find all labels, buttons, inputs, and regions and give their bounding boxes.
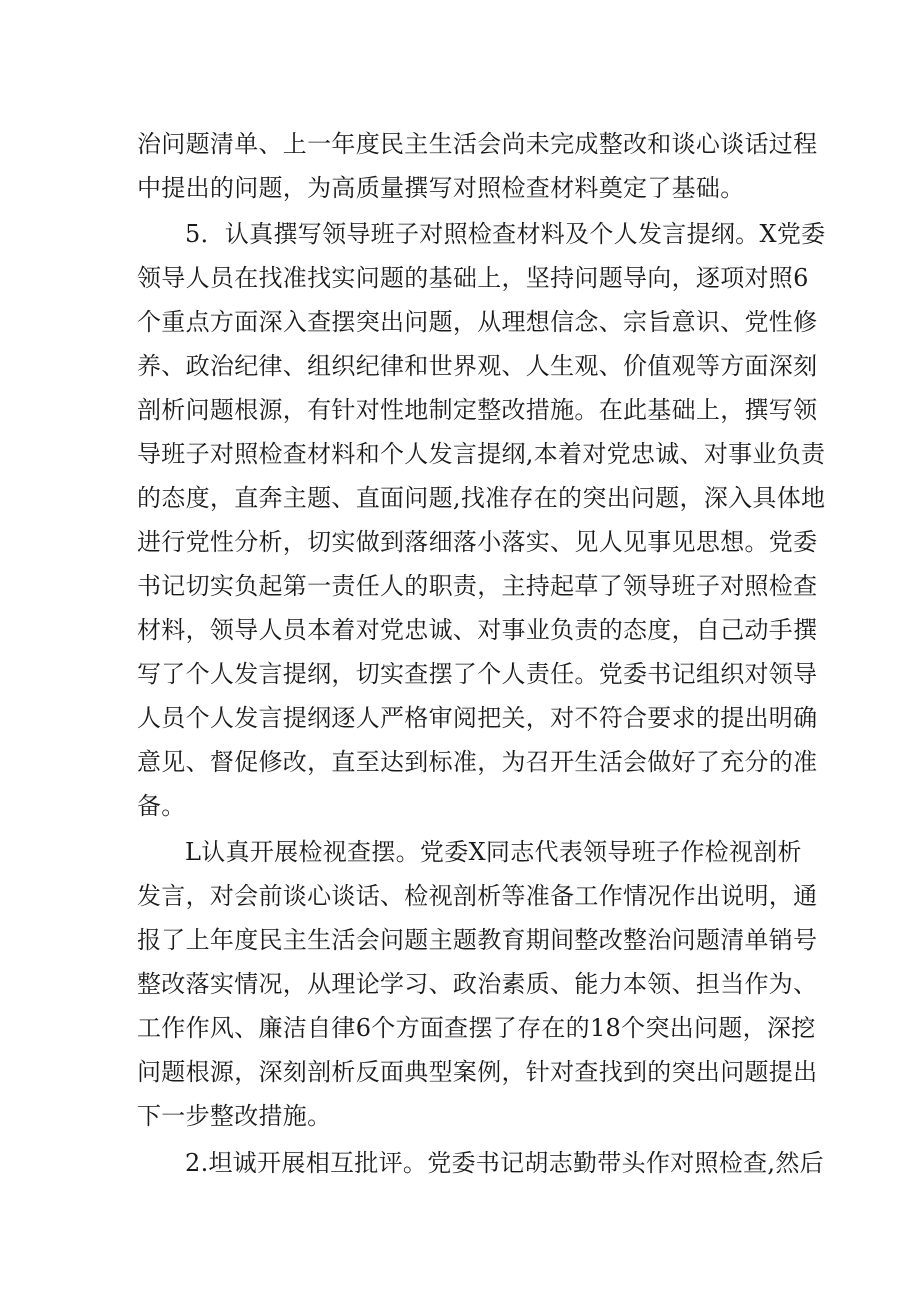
text-line: 个重点方面深入查摆突出问题，从理想信念、宗旨意识、党性修 (137, 308, 818, 336)
text-line: 工作作风、廉洁自律6个方面查摆了存在的18个突出问题，深挖 (137, 1014, 816, 1042)
text-line: 治问题清单、上一年度民主生活会尚未完成整改和谈心谈话过程 (137, 130, 818, 158)
text-line: 领导人员在找准找实问题的基础上，坚持问题导向，逐项对照6 (137, 264, 809, 292)
text-line: 书记切实负起第一责任人的职责，主持起草了领导班子对照检查 (137, 572, 818, 600)
text-line: 整改落实情况，从理论学习、政治素质、能力本领、担当作为、 (137, 970, 818, 998)
text-line: 发言，对会前谈心谈话、检视剖析等准备工作情况作出说明，通 (137, 882, 818, 910)
text-line: 剖析问题根源，有针对性地制定整改措施。在此基础上，撰写领 (137, 396, 818, 424)
text-line: 中提出的问题，为高质量撰写对照检查材料奠定了基础。 (137, 174, 745, 202)
text-line: 下一步整改措施。 (137, 1102, 332, 1130)
text-line: 5．认真撰写领导班子对照检查材料及个人发言提纲。X党委 (185, 220, 826, 248)
text-line: 2.坦诚开展相互批评。党委书记胡志勤带头作对照检查,然后 (185, 1149, 824, 1177)
text-line: 报了上年度民主生活会问题主题教育期间整改整治问题清单销号 (137, 926, 818, 954)
text-line: 材料，领导人员本着对党忠诚、对事业负责的态度，自己动手撰 (137, 616, 818, 644)
text-line: 写了个人发言提纲，切实查摆了个人责任。党委书记组织对领导 (137, 660, 818, 688)
text-line: L认真开展检视查摆。党委X同志代表领导班子作检视剖析 (185, 838, 802, 866)
text-line: 问题根源，深刻剖析反面典型案例，针对查找到的突出问题提出 (137, 1058, 818, 1086)
text-line: 进行党性分析，切实做到落细落小落实、见人见事见思想。党委 (137, 528, 818, 556)
text-line: 备。 (137, 792, 186, 820)
text-line: 的态度，直奔主题、直面问题,找准存在的突出问题，深入具体地 (137, 484, 826, 512)
text-line: 人员个人发言提纲逐人严格审阅把关，对不符合要求的提出明确 (137, 704, 818, 732)
text-line: 养、政治纪律、组织纪律和世界观、人生观、价值观等方面深刻 (137, 352, 818, 380)
text-line: 导班子对照检查材料和个人发言提纲,本着对党忠诚、对事业负责 (137, 440, 826, 468)
text-line: 意见、督促修改，直至达到标准，为召开生活会做好了充分的准 (137, 748, 818, 776)
